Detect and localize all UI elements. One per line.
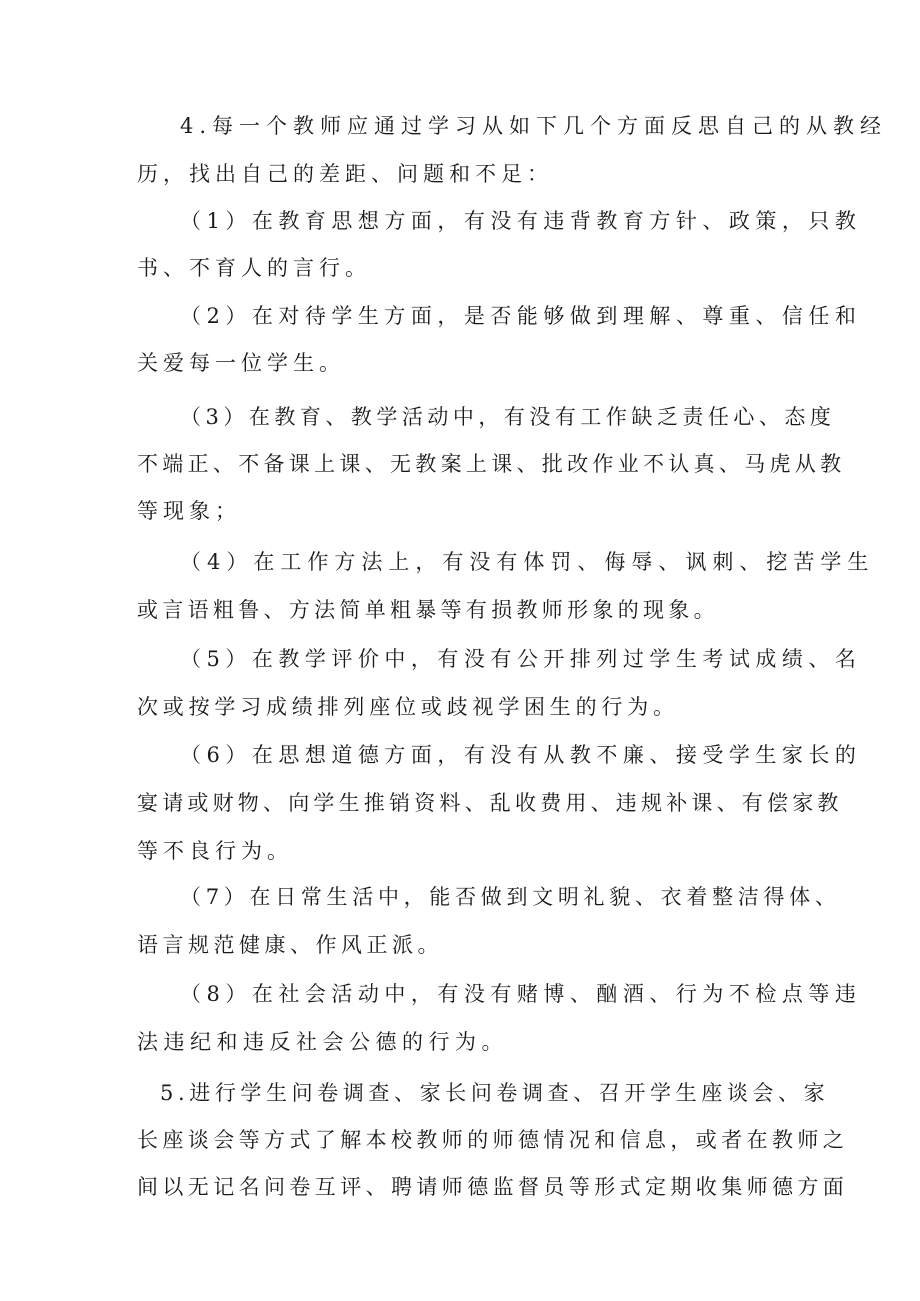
text-line: 或言语粗鲁、方法简单粗暴等有损教师形象的现象。	[137, 598, 719, 622]
text-line: （3）在教育、教学活动中，有没有工作缺乏责任心、态度	[180, 405, 836, 429]
text-line: 4.每一个教师应通过学习从如下几个方面反思自己的从教经	[180, 114, 888, 138]
text-line: 等不良行为。	[137, 839, 293, 863]
text-line: （2）在对待学生方面，是否能够做到理解、尊重、信任和	[180, 304, 862, 328]
text-line: 语言规范健康、作风正派。	[137, 933, 443, 957]
text-line: 次或按学习成绩排列座位或歧视学困生的行为。	[137, 695, 679, 719]
text-line: （6）在思想道德方面，有没有从教不廉、接受学生家长的	[180, 743, 862, 767]
text-line: （1）在教育思想方面，有没有违背教育方针、政策，只教	[180, 209, 862, 233]
text-line: 长座谈会等方式了解本校教师的师德情况和信息，或者在教师之	[137, 1128, 849, 1152]
text-line: 不端正、不备课上课、无教案上课、批改作业不认真、马虎从教	[137, 452, 846, 476]
text-line: （4）在工作方法上，有没有体罚、侮辱、讽刺、挖苦学生	[180, 550, 875, 574]
text-line: 关爱每一位学生。	[137, 351, 345, 375]
text-line: 法违纪和违反社会公德的行为。	[137, 1030, 508, 1054]
text-line: 历，找出自己的差距、问题和不足：	[137, 162, 553, 186]
text-line: （8）在社会活动中，有没有赌博、酗酒、行为不检点等违	[180, 982, 862, 1006]
text-line: 5.进行学生问卷调查、家长问卷调查、召开学生座谈会、家	[160, 1081, 830, 1105]
text-line: 等现象；	[137, 499, 241, 523]
text-line: 宴请或财物、向学生推销资料、乱收费用、违规补课、有偿家教	[137, 791, 843, 815]
text-line: 书、不育人的言行。	[137, 256, 371, 280]
text-line: （7）在日常生活中，能否做到文明礼貌、衣着整洁得体、	[180, 885, 841, 909]
text-line: （5）在教学评价中，有没有公开排列过学生考试成绩、名	[180, 647, 862, 671]
text-line: 间以无记名问卷互评、聘请师德监督员等形式定期收集师德方面	[137, 1175, 849, 1199]
